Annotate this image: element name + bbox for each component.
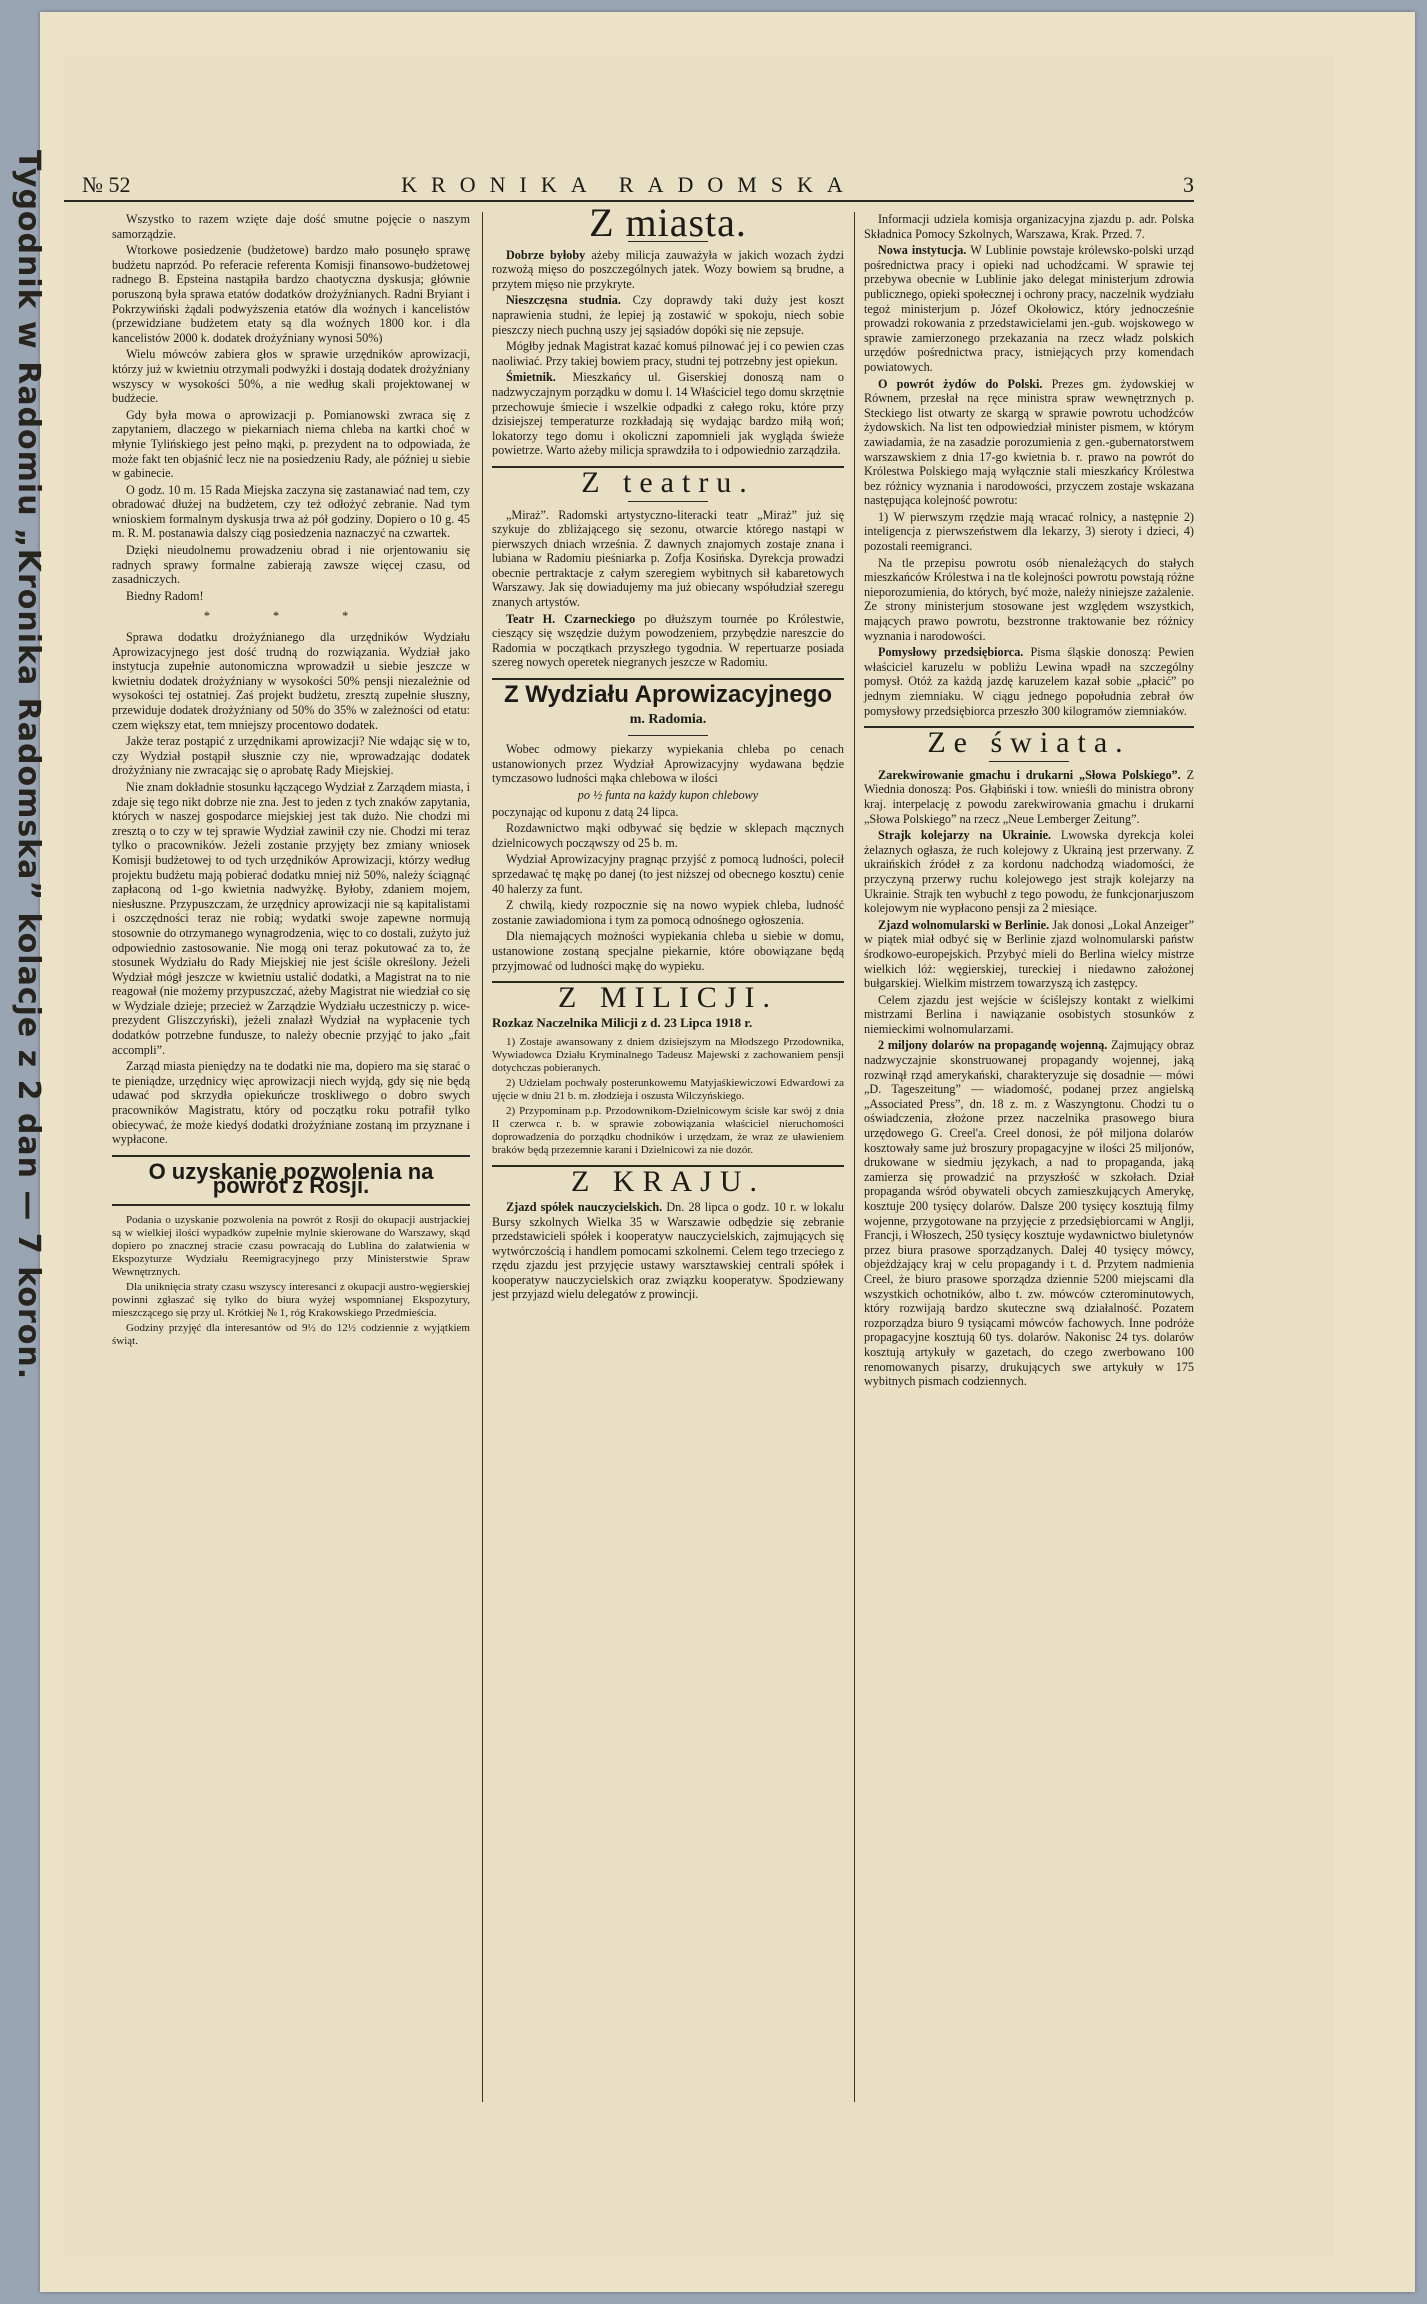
paragraph: Godziny przyjęć dla interesantów od 9½ do 12½ codziennie z wyjątkiem świąt. bbox=[112, 1322, 470, 1347]
lead: Strajk kolejarzy na Ukrainie. bbox=[878, 828, 1052, 843]
lead: Teatr H. Czarneckiego bbox=[506, 611, 636, 626]
emphasis: po ½ funta na każdy kupon chlebowy bbox=[577, 788, 759, 802]
paragraph: Wszystko to razem wzięte daje dość smutne pojęcie o naszym samorządzie. bbox=[112, 212, 470, 241]
paragraph: Wtorkowe posiedzenie (budżetowe) bardzo mało posunęło sprawę budżetu naprzód. Po referacie referenta Komisji finansowo-budżetowej radnego B. Epsteina nastąpiła bardzo chaotyczna dyskusja; głównie poruszoną była sprawa etatów dodatków drożyźnianych. Radni Bryiant i Pokrzywiński żądali podwyższenia etatów dla woźnych i kancelistów (przewidziane budżetem etaty są dla woźnych 1800 kor. i dla kancelistów 2000 k. dodatek drożyźniany wynosi 50%) bbox=[112, 243, 470, 345]
section-heading: Z MILICJI. bbox=[558, 981, 778, 1015]
paragraph: Czy doprawdy taki duży jest koszt naprawienia studni, że lepiej ją zostawić w spokoju, niech sobie pieszczy niech puchną uszy jej sąsiadów dopóki się nie zepsuje. bbox=[492, 293, 844, 337]
paragraph: Pisma śląskie donoszą: Pewien właściciel karuzelu w pobliżu Lewina wpadł na szczególny pomysł. Otóż za każdą jazdę karuzelem kazał sobie „płacić” po jednym ziemniaku. W ciągu jednego popołudnia zebrał ów pomysłowy przedsiębiorca przeszło 300 kilogramów ziemniaków. bbox=[864, 645, 1194, 718]
paragraph: Dla niemających możności wypiekania chleba u siebie w domu, ustanowione zostaną specjalne piekarnie, które obowiązane będą przyjmować od ludności mąkę do wypieku. bbox=[492, 929, 844, 973]
paragraph: Z chwilą, kiedy rozpocznie się na nowo wypiek chleba, ludność zostanie zawiadomiona i tym za pomocą odnośnego ogłoszenia. bbox=[492, 898, 844, 927]
signature: Biedny Radom! bbox=[126, 588, 204, 603]
section-heading: Ze świata. bbox=[927, 726, 1131, 760]
section-heading: O uzyskanie pozwolenia na powrót z Rosji. bbox=[148, 1158, 434, 1199]
section-subheading: m. Radomia. bbox=[629, 711, 707, 727]
paragraph: Dla uniknięcia straty czasu wszyscy interesanci z okupacji austro-węgierskiej powinni zgłaszać się tylko do biura wyżej wspomnianej Ekspozytury, mieszczącego się przy ul. Krótkiej № 1, róg Krakowskiego Przedmieścia. bbox=[112, 1281, 470, 1319]
lead: Nowa instytucja. bbox=[878, 243, 967, 258]
spine-text: Tygodnik w Radomiu „Kronika Radomska” kolacje z 2 dan — 7 koron. bbox=[11, 150, 46, 1381]
paragraph: Prezes gm. żydowskiej w Równem, przesłał na ręce ministra spraw wewnętrznych p. Steckiego list otwarty ze skargą w sprawie powrotu uchodźców żydowskich. Na list ten odpowiedział minister pismem, w którym zawiadamia, że na zasadzie porozumienia z gen.-gubernatorstwem warszawskiem z dnia 17-go kwietnia b. r. prawo na powrót do Królestwa Polskiego mają wyłącznie stali mieszkańcy Królestwa bez różnicy wyznania i narodowości, przyczem zostaje wskazana następująca kolejność powrotu: bbox=[864, 376, 1194, 508]
paragraph: O godz. 10 m. 15 Rada Miejska zaczyna się zastanawiać nad tem, czy obradować dłużej na budżetem, czy też odłożyć zebranie. Nad tym wnioskiem formalnym dyskusja trwa aż pół godziny. Dopiero o 10 g. 45 m. R. M. postanawia dalszy ciąg posiedzenia naznaczyć na czwartek. bbox=[112, 482, 470, 541]
divider bbox=[112, 1204, 470, 1206]
paragraph: 1) Zostaje awansowany z dniem dzisiejszym na Młodszego Przodownika, Wywiadowca Działu Kryminalnego Tadeusz Majewski z zachowaniem pensji dotychczas pobieranych. bbox=[492, 1036, 844, 1075]
lead: Zjazd wolnomularski w Berlinie. bbox=[878, 917, 1050, 932]
paragraph: 2) Udzielam pochwały posterunkowemu Matyjaśkiewiczowi Edwardowi za ujęcie w dniu 21 b. m. złodzieja i oszusta Wilczyńskiego. bbox=[492, 1077, 844, 1103]
paragraph: „Miraż”. Radomski artystyczno-literacki teatr „Miraż” już się szykuje do zbliżającego się sezonu, otwarcie którego nastąpi w pierwszych dniach września. Z dawnych znajomych zostaje znana i lubiana w Radomiu pieśniarka p. Zofja Kosińska. Dyrekcja prowadzi obecnie pertraktacje z całym szeregiem wybitnych sił kabaretowych Warszawy. Jak się dowiadujemy ma już obiecany współudział szeregu znanych artystów. bbox=[492, 507, 844, 610]
paragraph: Dzięki nieudolnemu prowadzeniu obrad i nie orjentowaniu się radnych sprawy formalne zabierają zawsze więcej czasu, od zasadniczych. bbox=[112, 543, 470, 587]
divider bbox=[628, 501, 708, 502]
section-heading: Z Wydziału Aprowizacyjnego bbox=[503, 681, 833, 709]
order-title: Rozkaz Naczelnika Milicji z d. 23 Lipca 1918 r. bbox=[492, 1014, 753, 1030]
lead: Dobrze byłoby bbox=[506, 247, 586, 262]
paragraph: Na tle przepisu powrotu osób nienależących do stałych mieszkańców Królestwa i na tle kolejności powrotu powstają różne nieporozumienia, do których, być może, należy niniejsze zażalenie. Ze strony ministerjum stosowane jest względem wszystkich, mających prawo powrotu, bezstronne traktowanie bez różnicy wyznania i narodowości. bbox=[864, 555, 1194, 643]
paragraph: Sprawa dodatku drożyźnianego dla urzędników Wydziału Aprowizacyjnego jest dość trudną do rozwiązania. Wydział jako instytucja zupełnie autonomiczna wprowadził u siebie jeszcze w kwietniu dodatek drożyźniany w wysokości 50% pensji niezależnie od wysokości tej ostatniej. Zaś projekt budżetu, zresztą zupełnie słuszny, przewiduje dodatek drożyźniany od 50% do 35% w zależności od etatu: czem większy etat, tem mniejszy procentowo dodatek. bbox=[112, 630, 470, 732]
page-header bbox=[64, 172, 1194, 202]
paragraph: Lwowska dyrekcja kolei żelaznych ogłasza, że ruch kolejowy z Ukrainą jest przerwany. Z ukraińskich źródeł z za kordonu nadchodzą wiadomości, że przyczyną przerwy ruchu kolejowego jest strajk kolejarzy na Ukrainie. Strajk ten wybuchł z tego powodu, że funkcjonarjuszom kolejowym nie wypłacono pensji za 2 miesiące. bbox=[864, 828, 1194, 916]
paragraph: 1) W pierwszym rzędzie mają wracać rolnicy, a następnie 2) inteligencja z pierwszeństwem dla lekarzy, 3) sieroty i dzieci, 4) pozostali reemigranci. bbox=[864, 509, 1194, 554]
section-heading: Z KRAJU. bbox=[570, 1165, 765, 1199]
divider bbox=[112, 1155, 470, 1157]
lead: Śmietnik. bbox=[506, 370, 556, 385]
column-3 bbox=[864, 212, 1194, 1391]
paragraph: Nie znam dokładnie stosunku łączącego Wydział z Zarządem miasta, i zdaje się tego nikt dobrze nie zna. Jest to jeden z tych znaków zapytania, których w naszej gospodarce miejskiej jest tak dużo. Nie chodzi mi zresztą o to czy w tej sprawie Wydział zawinił czy nie. Chodzi mi teraz tylko o pracowników. Jeżeli zostanie przyjęty bez zmiany wniosek Komisji budżetowej to od tych urzędników Aprowizacji, którzy według projektu budżetu mają pobierać dodatku mniej niż 50%, należy ściągnąć zapłaconą od 1-go kwietnia nadwyżkę. Byłoby, zdaniem mojem, niesłuszne. Przypuszczam, że urzędnicy aprowizacji nie są kapitalistami i oszczędności teraz nie robią; wydatki swoje zapewne normują stosownie do otrzymanego wynagrodzenia, więc to co dostali, zużyto już odpowiednio zastosowanie. Nie mogą oni teraz pokutować za to, że stosunek Wydziału do Rady Miejskiej nie jest ściśle określony. Jeżeli Wydział mógł jeszcze w kwietniu ustalić dodatki, a Magistrat na to nie reagował (nie możemy przypuszczać, ażeby Magistrat nie wiedział co się w Wydziale dzieje; przecież w Zarządzie Wydziału uczestniczy p. wice-prezydent Gliszczyński), jeżeli znalazł Wydział na wypłacenie tych dodatków potrzebne fundusze, to należy obecnie przyjąć to jako „fait accompli”. bbox=[112, 779, 471, 1057]
paragraph: Jakże teraz postąpić z urzędnikami aprowizacji? Nie wdając się w to, czy Wydział postąpił słusznie czy nie, wprowadzając dodatek drożyźniany nie zwracając się o aprobatę Rady Miejskiej. bbox=[112, 734, 470, 778]
lead: Zarekwirowanie gmachu i drukarni „Słowa Polskiego”. bbox=[878, 767, 1181, 782]
paragraph: Mógłby jednak Magistrat kazać komuś pilnować jej i co pewien czas naoliwiać. Przy takiej bowiem pracy, studni tej potrzebny jest opiekun. bbox=[492, 339, 844, 368]
paragraph: Z Wiednia donoszą: Pos. Głąbiński i tow. wnieśli do ministra obrony kraj. interpelację z powodu zarekwirowania gmachu i drukarni „Słowa Polskiego” na rzecz „Neue Lemberger Zeitung”. bbox=[864, 767, 1195, 826]
paragraph: Podania o uzyskanie pozwolenia na powrót z Rosji do okupacji austrjackiej są w wielkiej ilości wypadków zupełnie mylnie skierowane do Warszawy, skąd dopiero po znacznej stracie czasu powracają do Lublina do załatwienia w Ekspozyturze Wydziału Reemigracyjnego przy Ministerstwie Spraw Wewnętrznych. bbox=[112, 1214, 470, 1278]
masthead-title: KRONIKA RADOMSKA bbox=[401, 172, 857, 197]
lead: Nieszczęsna studnia. bbox=[506, 293, 621, 308]
page-number: 3 bbox=[1183, 172, 1194, 197]
paragraph: ażeby milicja zauważyła w jakich wozach żydzi rozwożą mięso do poszczególnych jatek. Wozy bowiem są brudne, a przytem mięso nie przykryte. bbox=[492, 247, 844, 291]
divider bbox=[989, 761, 1069, 762]
paragraph: Zarząd miasta pieniędzy na te dodatki nie ma, dopiero ma się starać o te pieniądze, urzędnicy więc aprowizacji niech wyjdą, gdy się nie będą udawać pod skrzydła opiekuńcze troskliwego o dobro swych pracowników Magistratu, który od początku roku potrafił tylko obiecywać, że może kiedyś dodatki drożyźniane zostaną im przyznane i wypłacone. bbox=[112, 1059, 470, 1147]
paragraph: Mieszkańcy ul. Giserskiej donoszą nam o nadzwyczajnym porządku w domu l. 14 Właściciel tego domu skrzętnie przechowuje śmiecie i wszelkie odpadki z całego roku, które przy dzisiejszej temperaturze rozkładają się wydając bardzo miłą woń; lokatorzy tego domu i okoliczni zapomnieli jak wygląda świeże powietrze. Warto ażeby milicja sprawdziła to i odpowiednio zarządziła. bbox=[492, 370, 845, 458]
divider bbox=[492, 678, 844, 680]
paragraph: Wydział Aprowizacyjny pragnąc przyjść z pomocą ludności, polecił sprzedawać tę mąkę po danej (to jest niższej od obecnego kosztu) cenie 40 halerzy za funt. bbox=[492, 852, 844, 896]
lead: Pomysłowy przedsiębiorca. bbox=[878, 645, 1024, 660]
column-divider bbox=[482, 212, 483, 2102]
column-2 bbox=[492, 200, 845, 1304]
paragraph: Celem zjazdu jest wejście w ściślejszy kontakt z wielkimi mistrzami Berlina i nawiązanie osobistych stosunków z niemieckimi wolnomularzami. bbox=[864, 992, 1194, 1036]
spine-strip bbox=[8, 150, 48, 1950]
paragraph: Gdy była mowa o aprowizacji p. Pomianowski zwraca się z zapytaniem, dlaczego w piekarniach niema chleba na kartki choć w młynie Tylińskiego jest pełno mąki, p. prezydent na to odpowiada, że może fakt ten objaśnić lecz nie na posiedzeniu Rady, ale później u siebie w gabinecie. bbox=[112, 407, 470, 481]
paragraph: Wielu mówców zabiera głos w sprawie urzędników aprowizacji, którzy już w kwietniu otrzymali podwyżki i dostają dodatek drożyźniany wszyscy w wysokości 50%, a nie według skali projektowanej w budżecie. bbox=[112, 347, 470, 406]
lead: O powrót żydów do Polski. bbox=[878, 376, 1043, 391]
paragraph: Rozdawnictwo mąki odbywać się będzie w sklepach mącznych dzielnicowych począwszy od 25 b. m. bbox=[492, 821, 844, 850]
lead: Zjazd spółek nauczycielskich. bbox=[506, 1199, 663, 1214]
paragraph: W Lublinie powstaje królewsko-polski urząd pośrednictwa pracy i opieki nad uchodźcami. W sprawie tej przebywa obecnie w Lublinie jako delegat ministerjum zdrowia publicznego, opieki społecznej i ochrony pracy, naczelnik wydziału tegoż ministerjum p. Józef Okołowicz, który jednocześnie prowadzi rokowania z przedstawicielami jen.-gub. wojskowego w sprawie zamierzonego przekazania na rzecz władz polskich urzędów pośrednictwa pracy, istniejących przy komendach powiatowych. bbox=[864, 243, 1195, 374]
section-stars: * * * bbox=[203, 609, 379, 624]
paragraph: Wobec odmowy piekarzy wypiekania chleba po cenach ustanowionych przez Wydział Aprowizacyjny wydawana będzie tymczasowo ludności mąka chlebowa w ilości bbox=[492, 742, 844, 786]
lead: 2 miljony dolarów na propagandę wojenną. bbox=[878, 1038, 1108, 1053]
paragraph: Zajmujący obraz nadzwyczajnie skonstruowanej propagandy wojennej, jaką rozwinął rząd amerykański, charakteryzuje się dosadnie — mówi „D. Tageszeitung” — wiadomość, podanej przez angielską „Associated Press”, dn. 18 z. m. z Waszyngtonu. Chodzi tu o oświadczenia, złożone przez naczelnika prasowego biura urzędowego G. Creel'a. Creel donosi, że pół miljona dolarów kosztowały same już broszury propagacyjne w ilości 25 miljonów, drukowane w siedmiu językach, a nad to propaganda, jaką zamierza się prowadzić na przyszłość w szkołach. Dział propaganda wśród obywateli obcych zamieszkujących Amerykę, kosztuje 200 tysięcy dolarów. Dalsze 200 tysięcy kosztują filmy wojenne, przygotowane na przyjęcie z przedsiębiorcami w Anglji, Francji, i Włoszech, 250 tysięcy kosztuje wydawnictwo biuletynów przez biura prasowe sporządzanych. Dalej 40 tysięcy mówcy, objeżdżający kraj w celu propagandy i t. d. Przytem nadmienia Creel, że biuro prasowe sporządza dziennie 5200 miejscami dla wszystkich ochotników, albo t. zw. mówców czterominutowych, który rozwijają bardzo skuteczne swą działalność. Pozatem rozporządza biuro 9 tysiącami mówców fachowych. Inne podróże propagacyjne kosztują 60 tys. dolarów. Nakonisc 24 tys. dolarów kosztują artykuły w gazetach, do czego zwerbowano 100 renomowanych pisarzy, drukujących swe artykuły w 175 wybitnych pismach codziennych. bbox=[864, 1038, 1194, 1389]
section-heading: Z teatru. bbox=[581, 465, 755, 499]
divider bbox=[628, 735, 708, 736]
paragraph: Informacji udziela komisja organizacyjna zjazdu p. adr. Polska Składnica Pomocy Szkolnych, Warszawa, Krak. Przed. 7. bbox=[864, 212, 1194, 241]
issue-number: № 52 bbox=[82, 172, 131, 197]
column-1 bbox=[112, 212, 470, 1350]
paragraph: poczynając od kuponu z datą 24 lipca. bbox=[492, 804, 679, 819]
section-heading: Z miasta. bbox=[589, 200, 747, 245]
paragraph: Dn. 28 lipca o godz. 10 r. w lokalu Bursy szkolnych Wielka 35 w Warszawie odbędzie się zebranie przedstawicieli spółek i kooperatyw nauczycielskich, zajmujących się wytwórczością i handlem pomocami szkolnemi. Celem tego trzeciego z rzędu zjazdu jest przyjęcie ustawy warsztawskiej centrali spółek i kooperatyw nauczycielskich oraz związku kooperatyw. Spodziewany jest przyjazd wielu delegatów z prowincji. bbox=[492, 1199, 845, 1302]
paragraph: 2) Przypominam p.p. Przodownikom-Dzielnicowym ścisłe kar swój z dnia II czerwca r. b. w sprawie zobowiązania właściciel nieruchomości doprowadzenia do porządku chodników i urzędzam, że wraz ze uławieniem braków będą przezemnie karani i Dzielnicowi za nie dozór. bbox=[492, 1105, 844, 1157]
paragraph: po dłuższym tournée po Królestwie, cieszący się wszędzie dużym powodzeniem, przybędzie nareszcie do Radomia w początkach przyszłego tygodnia. W repertuarze posiada szereg nowych operetek niegranych jeszcze w Radomiu. bbox=[492, 611, 845, 670]
column-divider bbox=[854, 212, 855, 2102]
paragraph: Jak donosi „Lokal Anzeiger” w piątek miał odbyć się w Berlinie zjazd wolnomularski państw środkowo-europejskich. Przybyć mieli do Berlina wielcy mistrze wielkich lóż: węgierskiej, tureckiej i niedawno założonej bułgarskiej. Wielkim mistrzem towarzyszą ich zastępcy. bbox=[864, 917, 1194, 991]
